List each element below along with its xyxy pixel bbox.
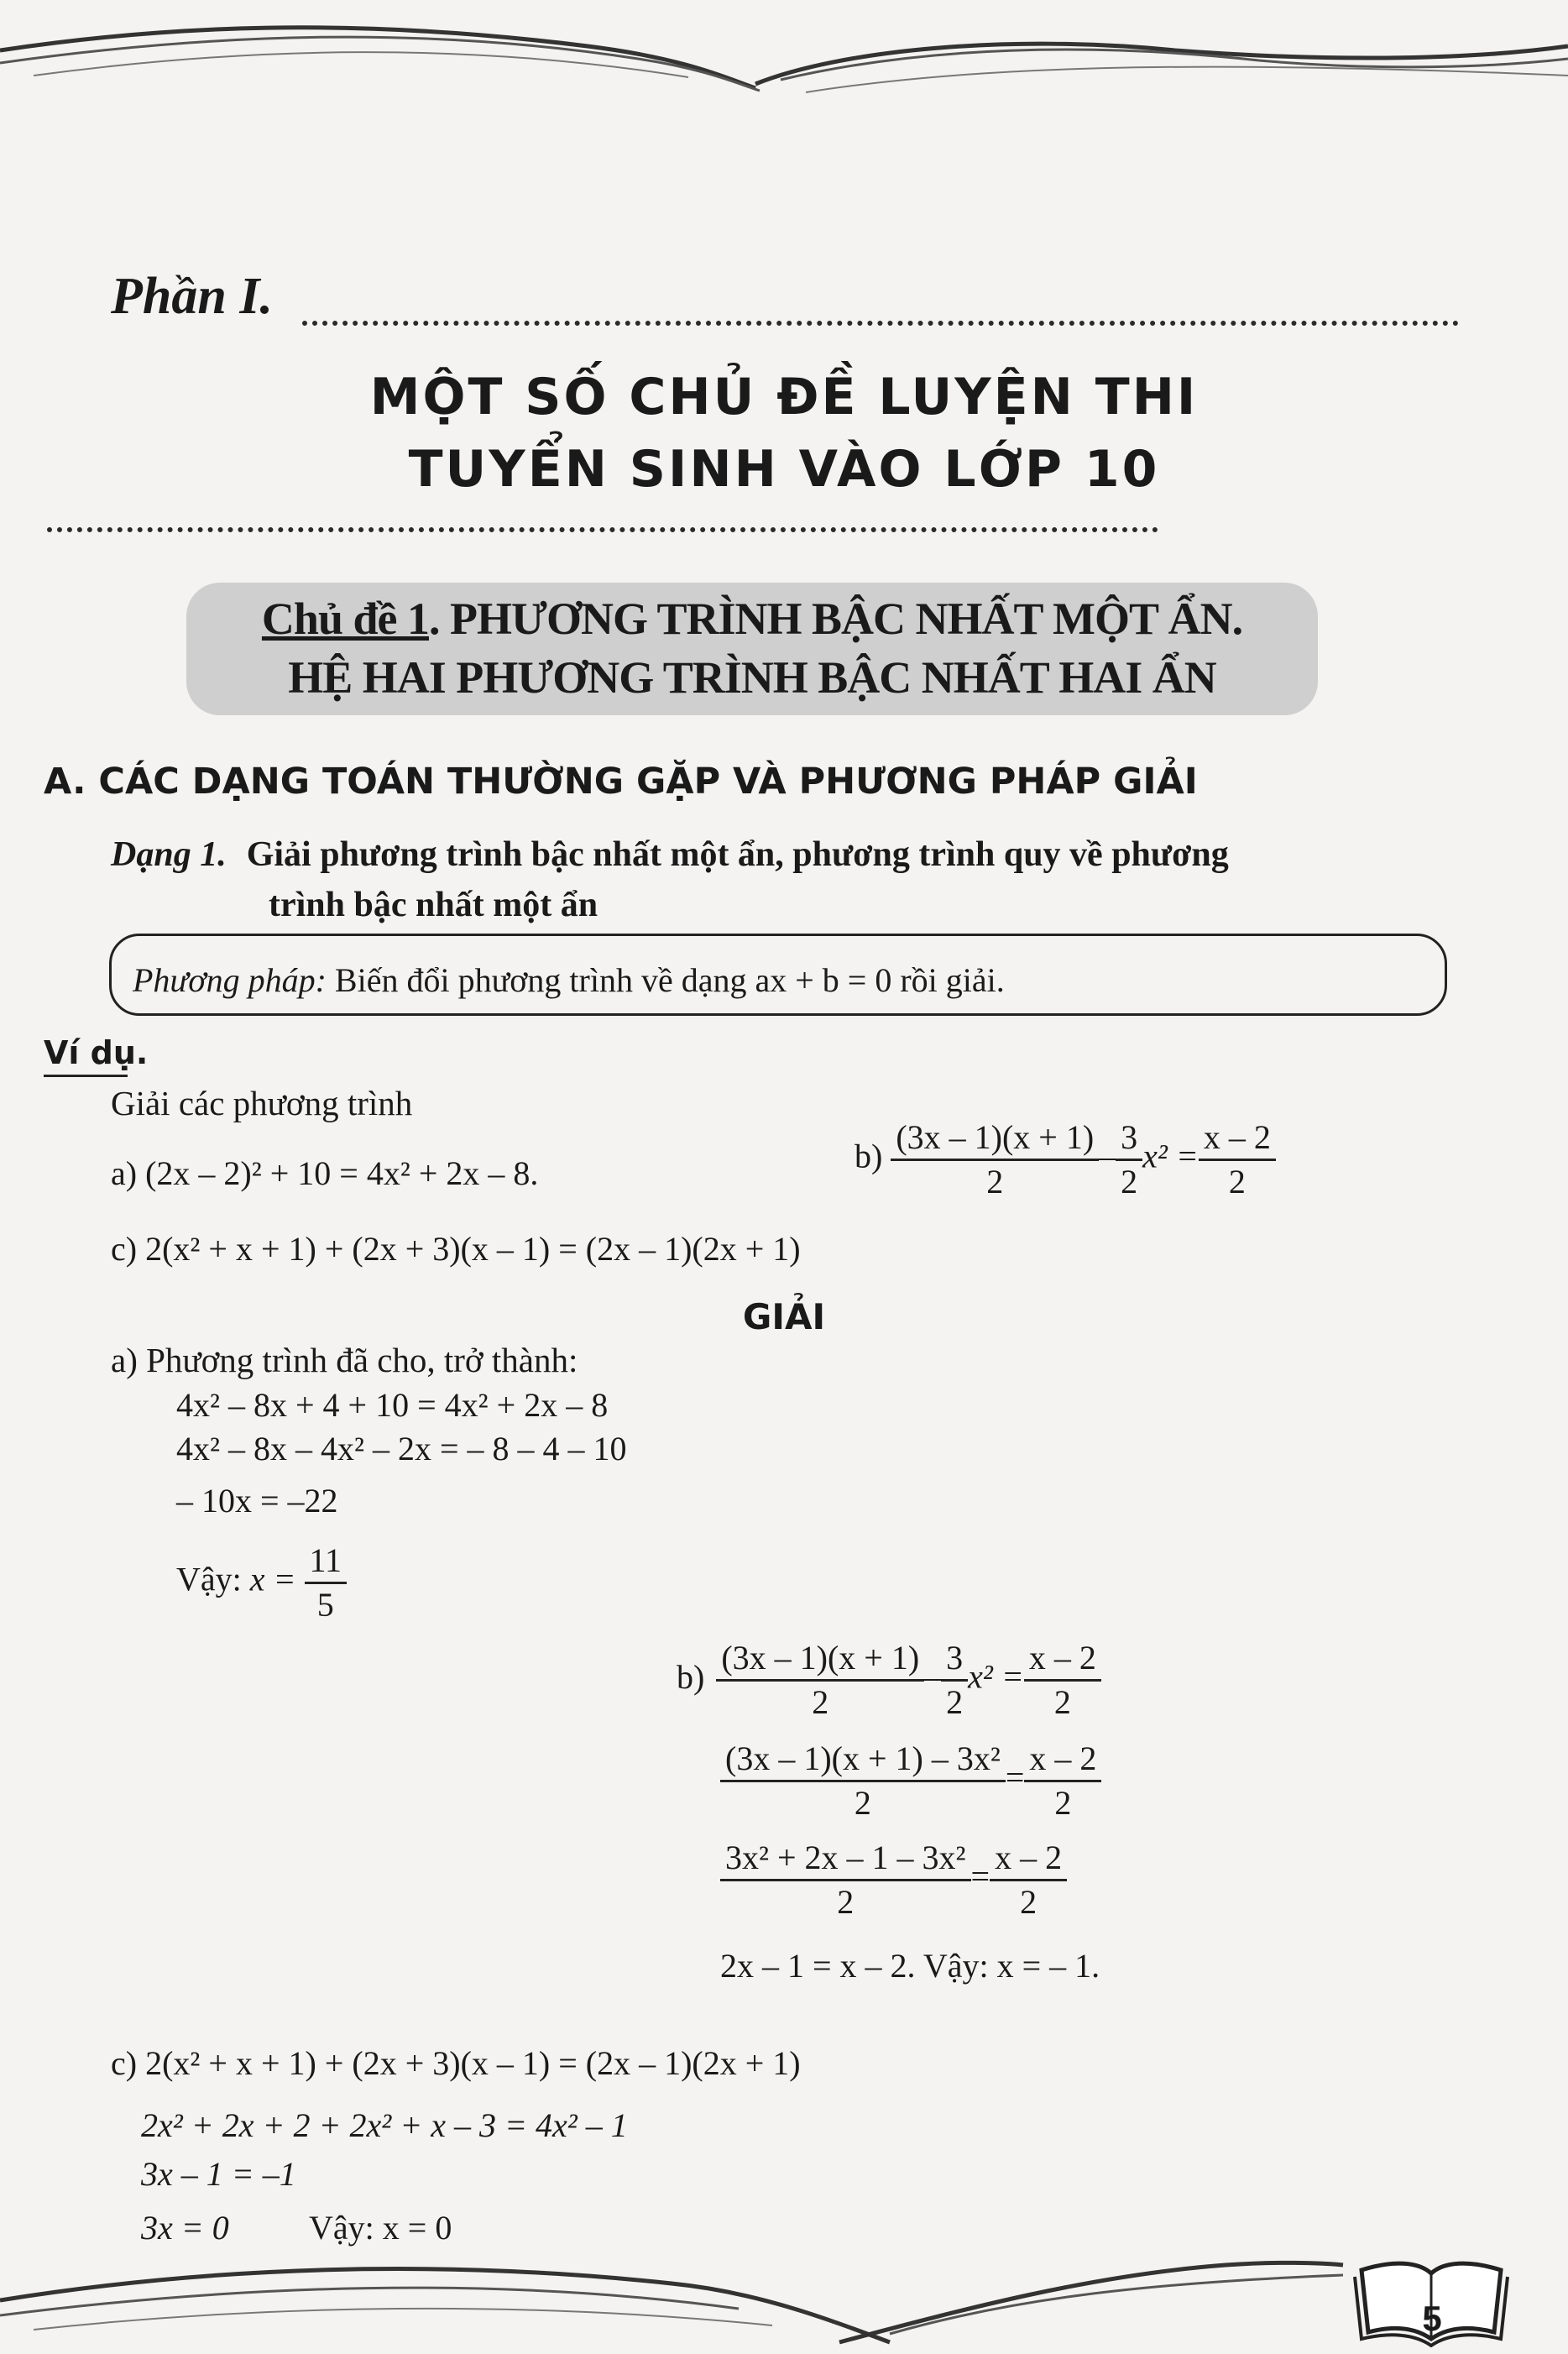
solution-a-intro: a) Phương trình đã cho, trở thành: bbox=[111, 1341, 578, 1379]
equals-sign: = bbox=[1005, 1758, 1025, 1797]
fraction bbox=[716, 1639, 924, 1722]
example-b-frac-3 bbox=[1199, 1118, 1276, 1201]
example-b-label: b) bbox=[855, 1137, 883, 1175]
dang-text-1: Giải phương trình bậc nhất một ẩn, phương trình quy về phương bbox=[246, 835, 1229, 874]
fraction-numerator: (3x – 1)(x + 1) bbox=[891, 1118, 1099, 1161]
example-b-frac-2 bbox=[1116, 1118, 1142, 1201]
fraction-denominator: 2 bbox=[1228, 1163, 1246, 1201]
bottom-swirl-decoration bbox=[0, 2216, 1568, 2354]
solution-b-step-1 bbox=[677, 1639, 1101, 1722]
solution-b-step-3 bbox=[720, 1839, 1067, 1922]
x-squared-term: x² = bbox=[968, 1657, 1024, 1696]
page-number: 5 bbox=[1422, 2299, 1442, 2338]
fraction-numerator: (3x – 1)(x + 1) – 3x² bbox=[720, 1739, 1006, 1782]
solution-a-fraction bbox=[305, 1541, 348, 1624]
fraction-numerator: (3x – 1)(x + 1) bbox=[716, 1639, 924, 1682]
fraction-denominator: 5 bbox=[316, 1586, 334, 1624]
part-label: Phần I. bbox=[111, 268, 273, 325]
dang-label: Dạng 1. bbox=[111, 835, 227, 874]
fraction-denominator: 2 bbox=[837, 1883, 855, 1921]
minus-sign: – bbox=[1099, 1137, 1116, 1175]
fraction-denominator: 2 bbox=[854, 1784, 871, 1822]
fraction-numerator: 3x² + 2x – 1 – 3x² bbox=[720, 1839, 971, 1881]
fraction-numerator: x – 2 bbox=[1199, 1118, 1276, 1161]
example-intro: Giải các phương trình bbox=[111, 1084, 413, 1122]
top-swirl-decoration bbox=[0, 0, 1568, 118]
dang-text-2: trình bậc nhất một ẩn bbox=[269, 886, 598, 924]
fraction-denominator: 2 bbox=[1020, 1883, 1037, 1921]
fraction-denominator: 2 bbox=[812, 1683, 829, 1721]
method-label: Phương pháp: bbox=[133, 961, 327, 999]
solution-a-step-2: 4x² – 8x – 4x² – 2x = – 8 – 4 – 10 bbox=[176, 1430, 627, 1467]
x-equals: x = bbox=[249, 1560, 296, 1598]
example-heading: Ví dụ. bbox=[44, 1034, 149, 1071]
fraction-denominator: 2 bbox=[946, 1683, 964, 1721]
conclusion-label: Vậy: bbox=[176, 1560, 242, 1598]
dotted-divider-bottom bbox=[47, 527, 1158, 532]
fraction-numerator: x – 2 bbox=[990, 1839, 1067, 1881]
fraction-denominator: 2 bbox=[986, 1163, 1004, 1201]
fraction-numerator: x – 2 bbox=[1024, 1739, 1101, 1782]
example-c: c) 2(x² + x + 1) + (2x + 3)(x – 1) = (2x – 1)(2x + 1) bbox=[111, 1230, 801, 1268]
solution-b-step-2 bbox=[720, 1739, 1101, 1823]
example-b-frac-1 bbox=[891, 1118, 1099, 1201]
fraction bbox=[720, 1739, 1006, 1823]
fraction-numerator: 11 bbox=[305, 1541, 348, 1584]
fraction bbox=[1024, 1639, 1101, 1722]
minus-sign: – bbox=[924, 1657, 942, 1696]
equals-sign: = bbox=[970, 1857, 990, 1896]
topic-title-line-1 bbox=[186, 593, 1318, 645]
fraction bbox=[941, 1639, 968, 1722]
solution-c-result: Vậy: x = 0 bbox=[309, 2209, 452, 2247]
topic-title-rest: . PHƯƠNG TRÌNH BẬC NHẤT MỘT ẨN. bbox=[428, 594, 1243, 644]
topic-title-line-2: HỆ HAI PHƯƠNG TRÌNH BẬC NHẤT HAI ẨN bbox=[288, 652, 1216, 703]
main-title-line-1: MỘT SỐ CHỦ ĐỀ LUYỆN THI bbox=[369, 368, 1199, 426]
example-heading-underline bbox=[44, 1075, 128, 1077]
fraction-numerator: x – 2 bbox=[1024, 1639, 1101, 1682]
method-body: Biến đổi phương trình về dạng ax + b = 0 rồi giải. bbox=[326, 961, 1005, 999]
example-a: a) (2x – 2)² + 10 = 4x² + 2x – 8. bbox=[111, 1154, 539, 1192]
fraction bbox=[1024, 1739, 1101, 1823]
solution-a-step-1: 4x² – 8x + 4 + 10 = 4x² + 2x – 8 bbox=[176, 1386, 609, 1424]
solution-c-equation: c) 2(x² + x + 1) + (2x + 3)(x – 1) = (2x – 1)(2x + 1) bbox=[111, 2044, 801, 2082]
fraction-numerator: 3 bbox=[941, 1639, 968, 1682]
fraction bbox=[720, 1839, 971, 1922]
solution-b-label: b) bbox=[677, 1657, 705, 1696]
solution-a-step-3: – 10x = –22 bbox=[176, 1482, 338, 1520]
solution-c-step-2: 3x – 1 = –1 bbox=[141, 2155, 296, 2193]
fraction-denominator: 2 bbox=[1121, 1163, 1138, 1201]
x-squared-term: x² = bbox=[1142, 1137, 1199, 1175]
main-title-line-2: TUYỂN SINH VÀO LỚP 10 bbox=[408, 440, 1160, 499]
solution-a-result bbox=[176, 1541, 347, 1624]
solution-c-step-1: 2x² + 2x + 2 + 2x² + x – 3 = 4x² – 1 bbox=[141, 2106, 628, 2144]
solution-heading: GIẢI bbox=[742, 1296, 826, 1337]
topic-prefix: Chủ đề 1 bbox=[261, 594, 429, 644]
fraction-denominator: 2 bbox=[1054, 1784, 1072, 1822]
fraction-numerator: 3 bbox=[1116, 1118, 1142, 1161]
example-b bbox=[855, 1118, 1276, 1201]
fraction-denominator: 2 bbox=[1053, 1683, 1071, 1721]
dang-heading bbox=[111, 834, 1229, 875]
fraction bbox=[990, 1839, 1067, 1922]
section-a-heading: A. CÁC DẠNG TOÁN THƯỜNG GẶP VÀ PHƯƠNG PHÁP GIẢI bbox=[44, 761, 1198, 803]
solution-c-step-3: 3x = 0 bbox=[141, 2209, 229, 2247]
dotted-divider-top bbox=[302, 321, 1459, 326]
method-text bbox=[133, 960, 1005, 1000]
solution-b-final: 2x – 1 = x – 2. Vậy: x = – 1. bbox=[720, 1947, 1100, 1985]
